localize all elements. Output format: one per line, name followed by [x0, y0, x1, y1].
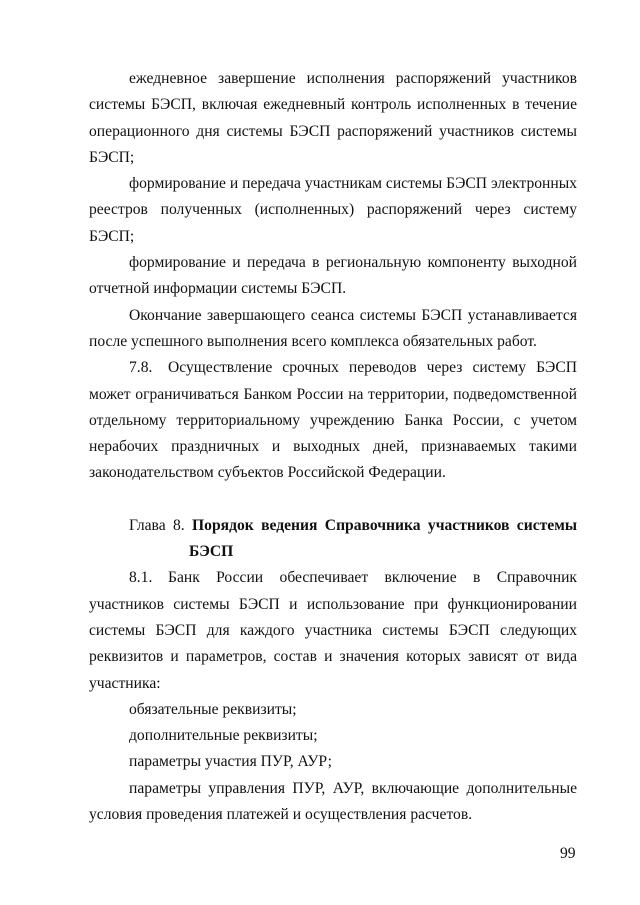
- chapter-title: Порядок ведения Справочника участников системы: [192, 516, 578, 534]
- list-item: параметры участия ПУР, АУР;: [129, 753, 332, 771]
- document-page: [89, 66, 577, 828]
- paragraph-regional-reporting: формирование и передача в региональную компоненту выходной отчетной информации системы БЭСП.: [89, 254, 577, 298]
- chapter-heading: [89, 513, 577, 566]
- list-item: обязательные реквизиты;: [129, 700, 297, 718]
- page-number: 99: [560, 845, 576, 862]
- list-item: дополнительные реквизиты;: [129, 727, 318, 745]
- chapter-prefix: Глава 8.: [129, 516, 185, 534]
- paragraph-control-params: параметры управления ПУР, АУР, включающие дополнительные условия проведения платежей и осуществления расчетов.: [89, 779, 577, 824]
- paragraph-8-1: 8.1. Банк России обеспечивает включение в Справочник участников системы БЭСП и использование при функционировании системы БЭСП для каждого участника системы БЭСП следующих реквизитов и параметров, состав и значения которых зависят от вида участника:: [89, 569, 577, 692]
- paragraph-registry-formation: формирование и передача участникам системы БЭСП электронных реестров полученных (исполненных) распоряжений через систему БЭСП;: [89, 175, 577, 245]
- paragraph-daily-completion: ежедневное завершение исполнения распоряжений участников системы БЭСП, включая ежедневный контроль исполненных в течение операционного дня системы БЭСП распоряжений участников системы БЭСП;: [89, 70, 577, 166]
- chapter-title-continuation: БЭСП: [189, 543, 234, 561]
- paragraph-session-end: Окончание завершающего сеанса системы БЭСП устанавливается после успешного выполнения всего комплекса обязательных работ.: [89, 306, 577, 350]
- paragraph-7-8: 7.8. Осуществление срочных переводов через систему БЭСП может ограничиваться Банком России на территории, подведомственной отдельному территориальному учреждению Банка России, с учетом нерабочих праздничных и выходных дней, признаваемых такими законодательством субъектов Российской Федерации.: [89, 359, 577, 482]
- chapter-heading-line: [89, 513, 577, 539]
